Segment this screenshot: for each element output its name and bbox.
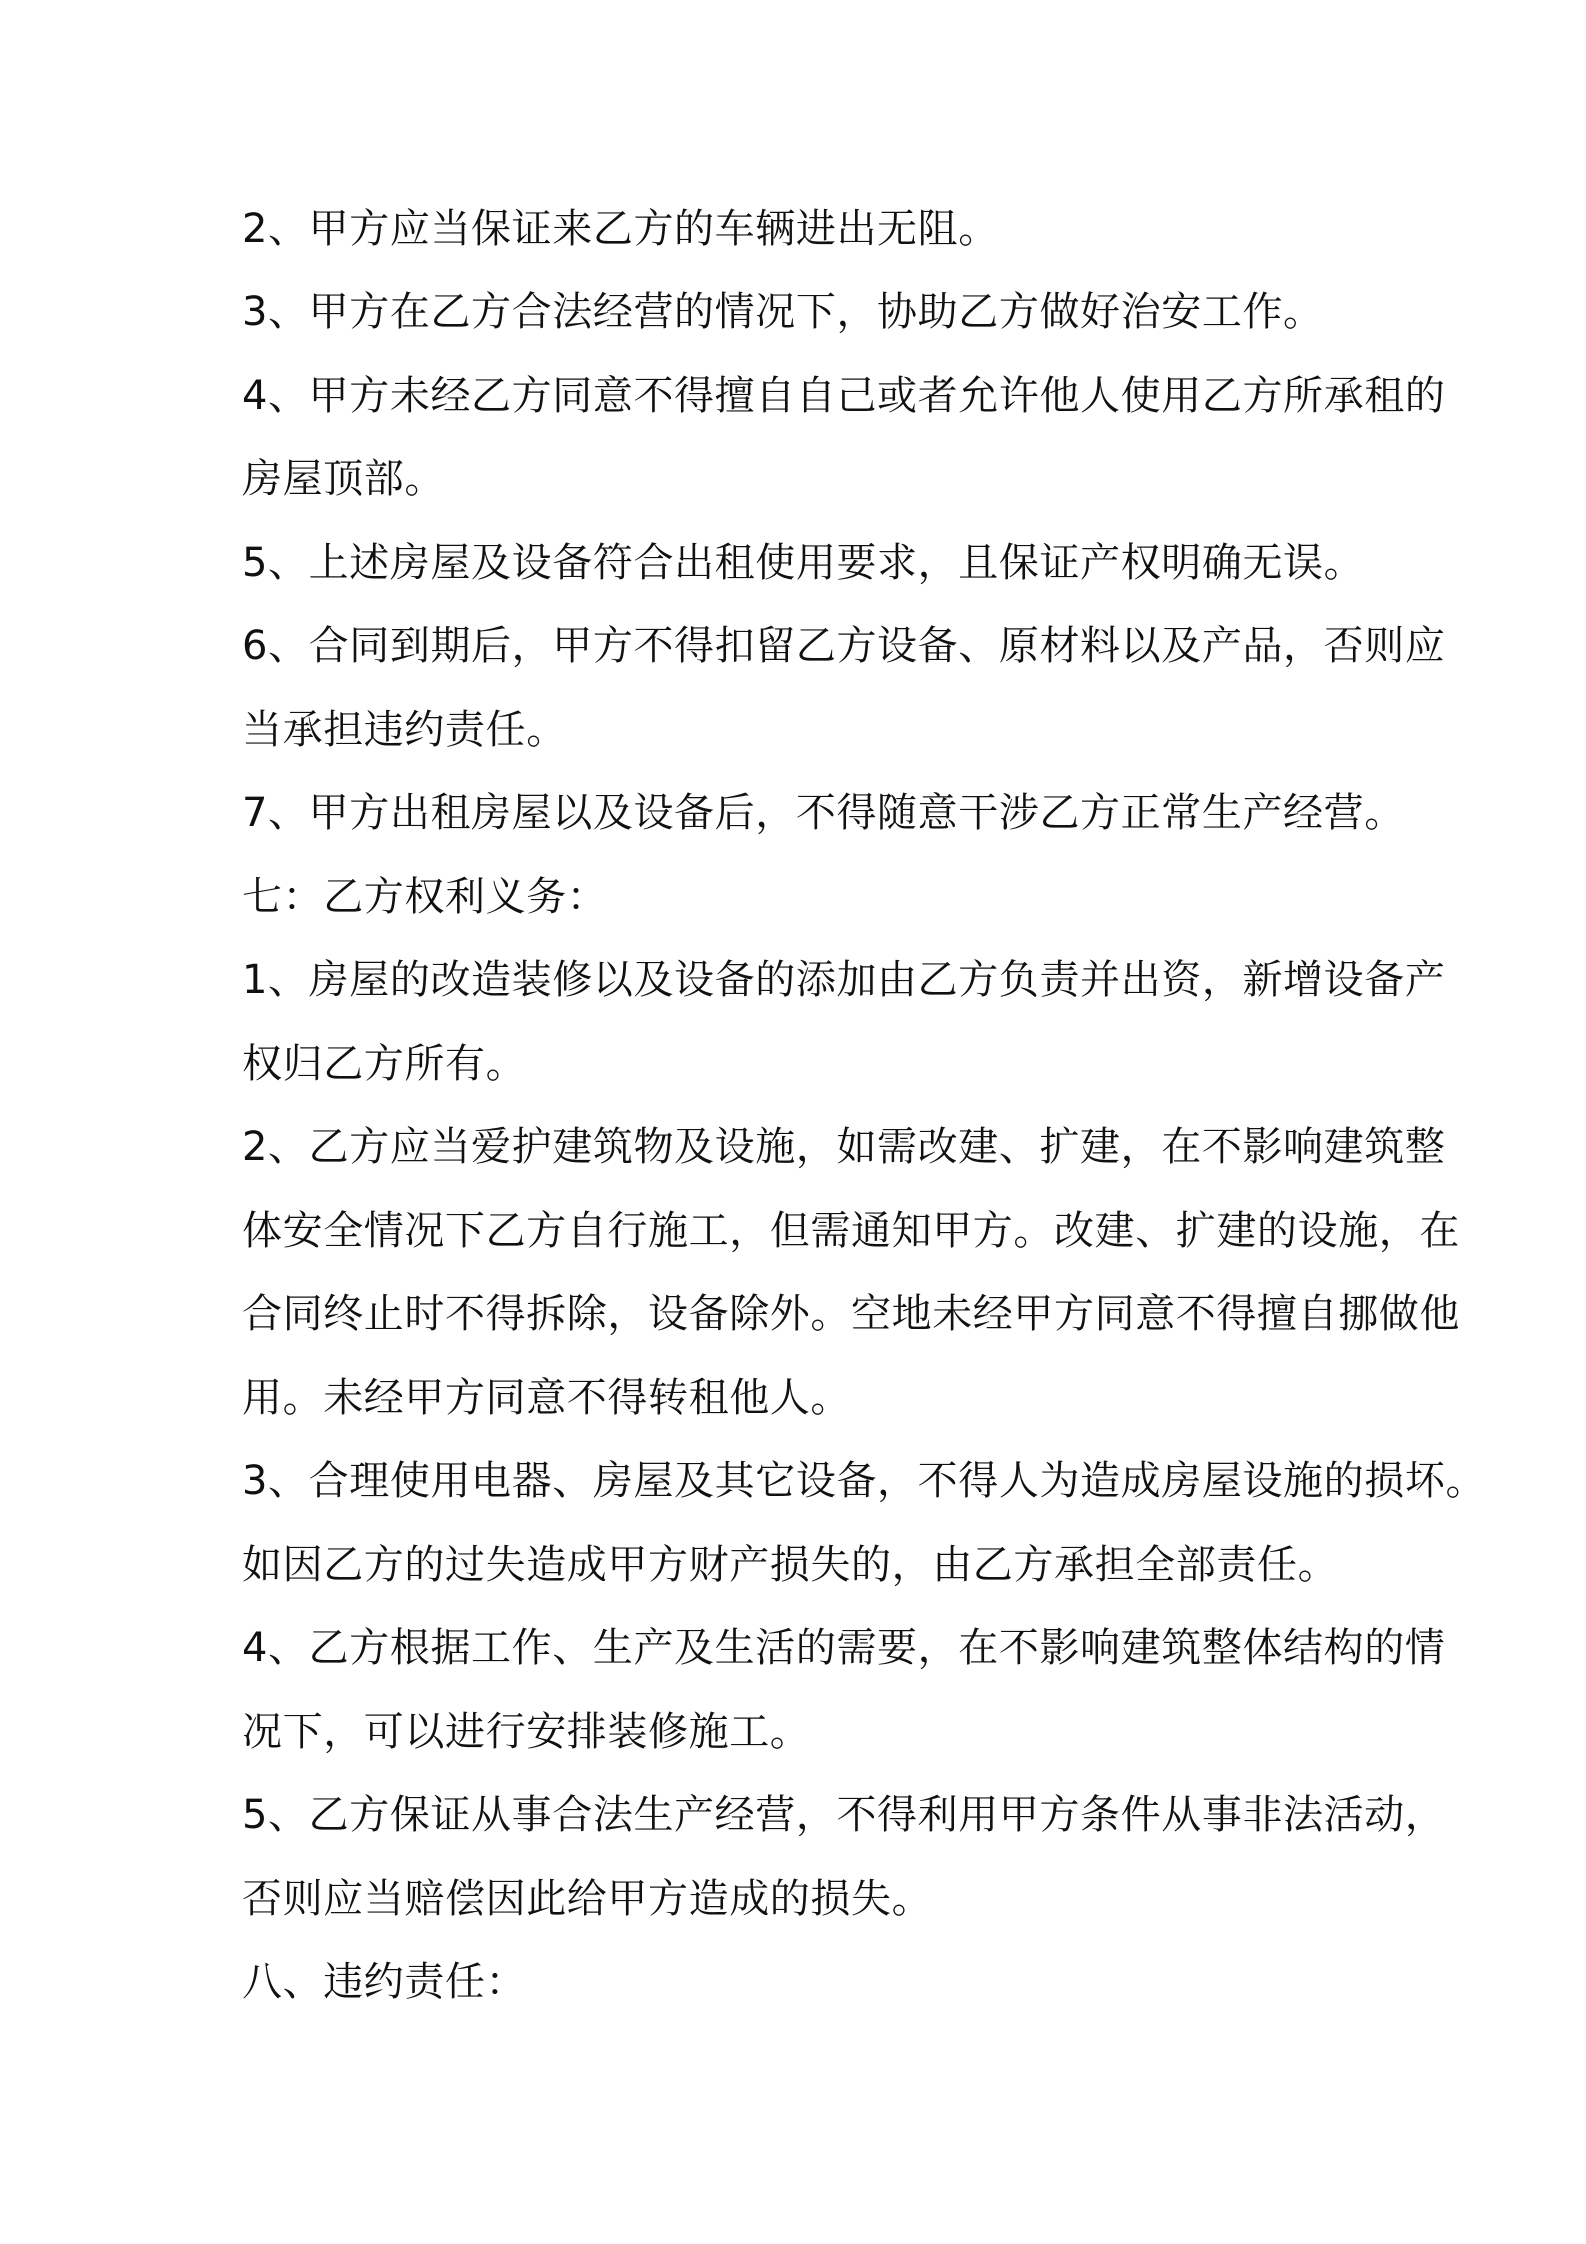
clause-line: 权归乙方所有。 xyxy=(242,1041,527,1087)
clause-line: 况下，可以进行安排装修施工。 xyxy=(242,1709,811,1755)
clause-line: 4、乙方根据工作、生产及生活的需要，在不影响建筑整体结构的情 xyxy=(242,1625,1446,1671)
section-heading: 七：乙方权利义务： xyxy=(242,874,608,920)
clause-line: 4、甲方未经乙方同意不得擅自自己或者允许他人使用乙方所承租的 xyxy=(242,373,1446,419)
clause-line: 用。未经甲方同意不得转租他人。 xyxy=(242,1375,851,1421)
clause-line: 合同终止时不得拆除，设备除外。空地未经甲方同意不得擅自挪做他 xyxy=(242,1291,1460,1337)
clause-line: 6、合同到期后，甲方不得扣留乙方设备、原材料以及产品，否则应 xyxy=(242,623,1446,669)
clause-line: 房屋顶部。 xyxy=(242,456,445,502)
clause-line: 5、上述房屋及设备符合出租使用要求，且保证产权明确无误。 xyxy=(242,540,1365,586)
clause-line: 2、甲方应当保证来乙方的车辆进出无阻。 xyxy=(242,206,999,252)
section-heading: 八、违约责任： xyxy=(242,1959,527,2005)
clause-line: 否则应当赔偿因此给甲方造成的损失。 xyxy=(242,1876,933,1922)
clause-line: 3、甲方在乙方合法经营的情况下，协助乙方做好治安工作。 xyxy=(242,289,1324,335)
clause-line: 7、甲方出租房屋以及设备后，不得随意干涉乙方正常生产经营。 xyxy=(242,790,1405,836)
clause-line: 5、乙方保证从事合法生产经营，不得利用甲方条件从事非法活动， xyxy=(242,1792,1446,1838)
clause-line: 2、乙方应当爱护建筑物及设施，如需改建、扩建，在不影响建筑整 xyxy=(242,1124,1446,1170)
clause-line: 当承担违约责任。 xyxy=(242,707,567,753)
clause-line: 3、合理使用电器、房屋及其它设备，不得人为造成房屋设施的损坏。 xyxy=(242,1458,1487,1504)
clause-line: 体安全情况下乙方自行施工，但需通知甲方。改建、扩建的设施，在 xyxy=(242,1208,1460,1254)
clause-line: 1、房屋的改造装修以及设备的添加由乙方负责并出资，新增设备产 xyxy=(242,957,1446,1003)
clause-line: 如因乙方的过失造成甲方财产损失的，由乙方承担全部责任。 xyxy=(242,1542,1339,1588)
